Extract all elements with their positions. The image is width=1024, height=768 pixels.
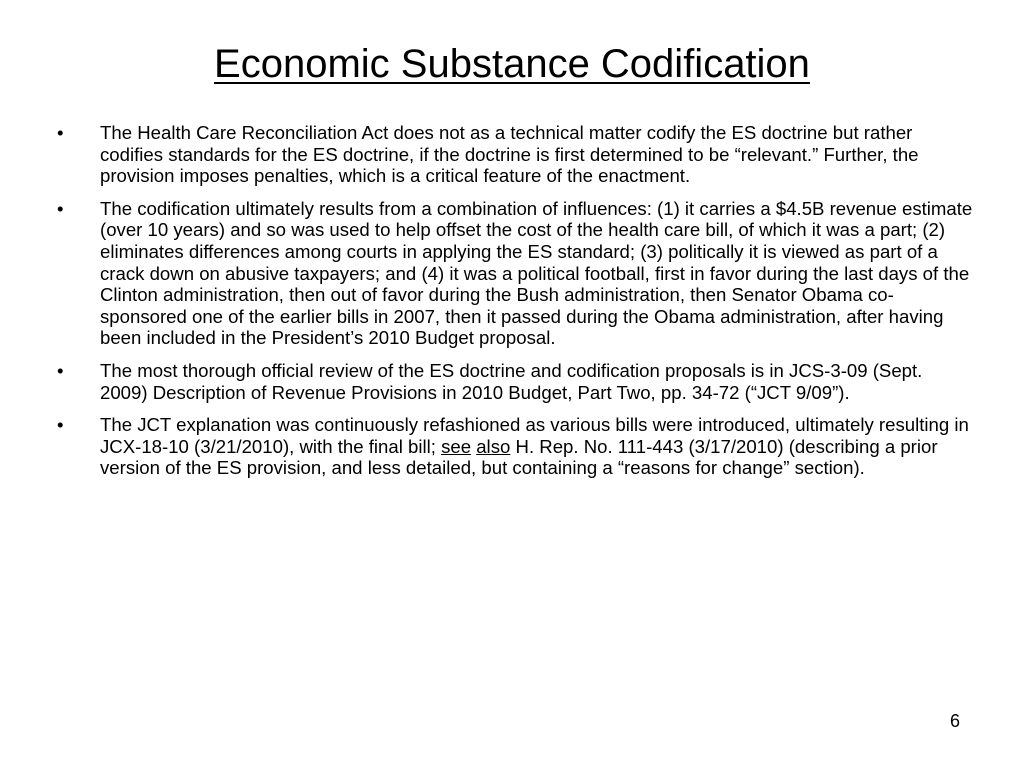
bullet-text-4	[100, 414, 969, 478]
bullet-text-2: The codification ultimately results from a combination of influences: (1) it carries a $4.5B revenue estimate (over 10 years) and so was used to help offset the cost of the health care bill, of which it was a part; (2) eliminates differences among courts in applying the ES standard; (3) politically it is viewed as part of a crack down on abusive taxpayers; and (4) it was a political football, first in favor during the last days of the Clinton administration, then out of favor during the Bush administration, then Senator Obama co-sponsored one of the earlier bills in 2007, then it passed during the Obama administration, after having been included in the President’s 2010 Budget proposal.	[100, 197, 973, 349]
bullet-marker: •	[57, 197, 64, 219]
bullet-marker: •	[57, 359, 64, 381]
bullet-item-3	[57, 360, 975, 403]
bullet-item-2	[57, 198, 975, 349]
bullet-text-3: The most thorough official review of the ES doctrine and codification proposals is in JCS-3-09 (Sept. 2009) Description of Revenue Provisions in 2010 Budget, Part Two, pp. 34-72 (“JCT 9/09”).	[100, 359, 923, 403]
bullet-list	[57, 122, 975, 490]
bullet-marker: •	[57, 122, 64, 143]
bullet-text-4-after: H. Rep. No. 111-443 (3/17/2010) (describing a prior version of the ES provision, and less detailed, but containing a “reasons for change” section).	[100, 435, 938, 479]
slide-title: Economic Substance Codification	[214, 42, 810, 86]
page-number: 6	[949, 711, 960, 731]
bullet-text-4-before: The JCT explanation was continuously refashioned as various bills were introduced, ultimately resulting in JCX-18-10 (3/21/2010), with the final bill;	[100, 414, 969, 457]
bullet-marker: •	[57, 414, 64, 436]
also-emphasis: also	[476, 435, 511, 457]
bullet-text-1: The Health Care Reconciliation Act does not as a technical matter codify the ES doctrine but rather codifies standards for the ES doctrine, if the doctrine is first determined to be “relevant.” Further, the provision imposes penalties, which is a critical feature of the enactment.	[100, 122, 919, 187]
bullet-item-1	[57, 122, 975, 187]
see-emphasis: see	[441, 435, 472, 457]
bullet-item-4	[57, 414, 975, 479]
